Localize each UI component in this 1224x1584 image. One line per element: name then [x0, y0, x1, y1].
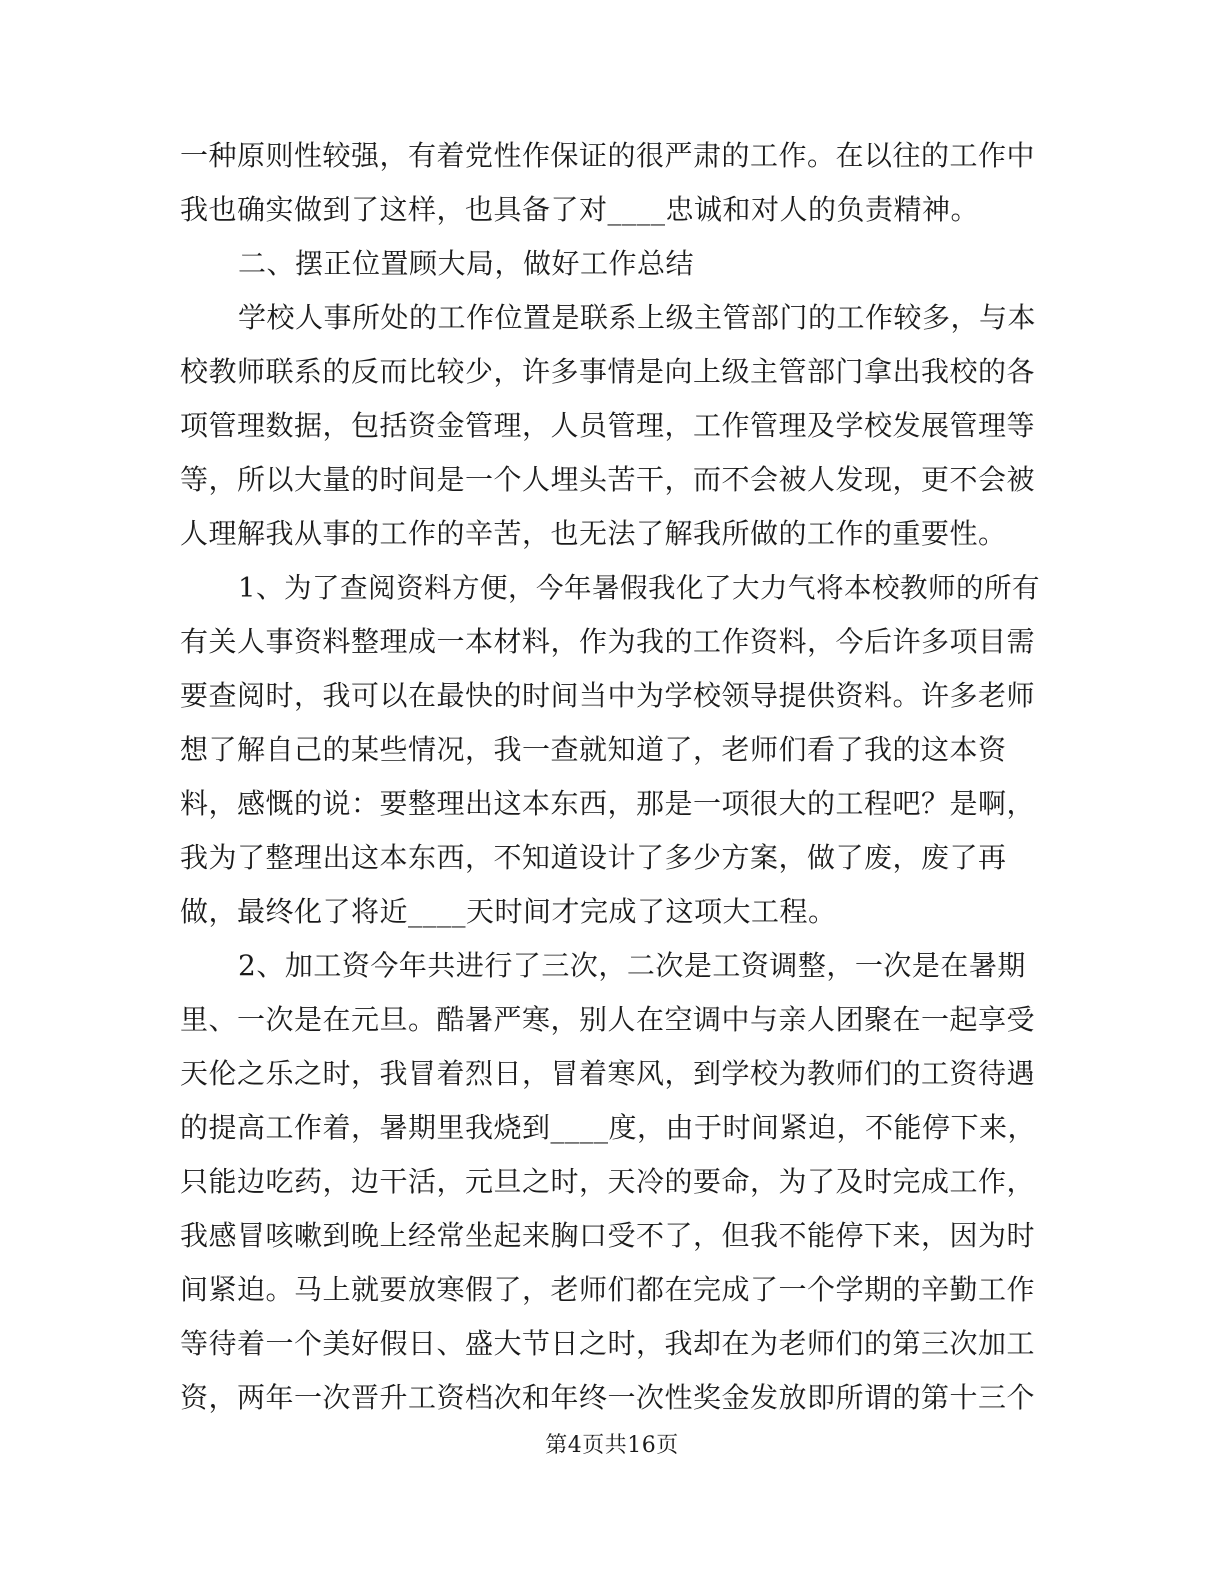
- text-line: 做，最终化了将近____天时间才完成了这项大工程。: [180, 895, 837, 928]
- text-line: 人理解我从事的工作的辛苦，也无法了解我所做的工作的重要性。: [180, 517, 1007, 550]
- page-number-footer: 第4页共16页: [545, 1433, 679, 1458]
- text-line: 的提高工作着，暑期里我烧到____度，由于时间紧迫，不能停下来，: [180, 1111, 1037, 1144]
- text-line: 一种原则性较强，有着党性作保证的很严肃的工作。在以往的工作中: [180, 139, 1036, 172]
- text-line: 要查阅时，我可以在最快的时间当中为学校领导提供资料。许多老师: [180, 679, 1036, 712]
- text-line: 1、为了查阅资料方便，今年暑假我化了大力气将本校教师的所有: [238, 572, 1040, 604]
- section-heading: 二、摆正位置顾大局，做好工作总结: [238, 247, 695, 280]
- text-line: 学校人事所处的工作位置是联系上级主管部门的工作较多，与本: [238, 301, 1037, 334]
- text-line: 我也确实做到了这样，也具备了对____忠诚和对人的负责精神。: [180, 193, 980, 226]
- text-line: 校教师联系的反而比较少，许多事情是向上级主管部门拿出我校的各: [180, 355, 1036, 388]
- text-line: 天伦之乐之时，我冒着烈日，冒着寒风，到学校为教师们的工资待遇: [180, 1057, 1036, 1090]
- text-line: 资，两年一次晋升工资档次和年终一次性奖金发放即所谓的第十三个: [180, 1381, 1036, 1414]
- text-line: 等待着一个美好假日、盛大节日之时，我却在为老师们的第三次加工: [180, 1327, 1036, 1360]
- text-line: 我为了整理出这本东西，不知道设计了多少方案，做了废，废了再: [180, 841, 1007, 874]
- text-line: 只能边吃药，边干活，元旦之时，天冷的要命，为了及时完成工作，: [180, 1165, 1036, 1198]
- text-line: 间紧迫。马上就要放寒假了，老师们都在完成了一个学期的辛勤工作: [180, 1273, 1036, 1306]
- text-line: 想了解自己的某些情况，我一查就知道了，老师们看了我的这本资: [180, 733, 1007, 766]
- text-line: 项管理数据，包括资金管理，人员管理，工作管理及学校发展管理等: [180, 409, 1036, 442]
- text-line: 有关人事资料整理成一本材料，作为我的工作资料，今后许多项目需: [180, 625, 1036, 658]
- text-line: 里、一次是在元旦。酷暑严寒，别人在空调中与亲人团聚在一起享受: [180, 1003, 1036, 1036]
- text-line: 2、加工资今年共进行了三次，二次是工资调整，一次是在暑期: [238, 949, 1026, 982]
- text-line: 我感冒咳嗽到晚上经常坐起来胸口受不了，但我不能停下来，因为时: [180, 1219, 1036, 1252]
- text-line: 料，感慨的说：要整理出这本东西，那是一项很大的工程吧？是啊，: [180, 787, 1036, 820]
- text-line: 等，所以大量的时间是一个人埋头苦干，而不会被人发现，更不会被: [180, 463, 1036, 496]
